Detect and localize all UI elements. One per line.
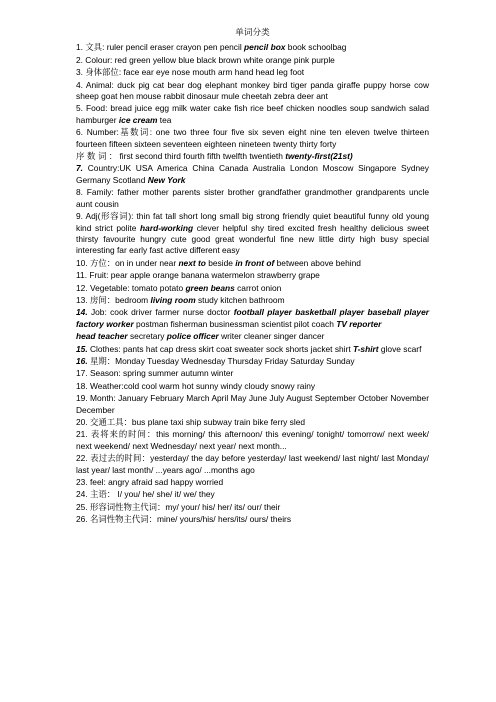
entry-item — [76, 477, 429, 488]
entry-item — [76, 307, 429, 330]
entry-text: 21. — [76, 429, 91, 440]
entry-text: 3. — [76, 67, 86, 78]
entry-item — [76, 393, 429, 416]
entry-text: 13. — [76, 294, 90, 305]
entry-text: 方位 — [89, 257, 107, 268]
entry-item — [76, 80, 429, 103]
entry-item — [76, 258, 429, 269]
entry-text: Clothes: pants hat cap dress skirt coat sweater sock shorts jacket shirt — [87, 343, 353, 354]
entry-text: ：my/ your/ his/ her/ its/ our/ their — [156, 501, 281, 512]
entry-text: glove scarf — [378, 343, 422, 354]
entry-text: ：bus plane taxi ship subway train bike ferry sled — [123, 417, 306, 427]
entry-text: living room — [150, 294, 196, 305]
entry-text: 7. — [76, 163, 83, 174]
entry-text: 16. — [76, 355, 88, 366]
entry-item — [76, 429, 429, 452]
entry-item — [76, 151, 429, 162]
entry-text: baseball player — [367, 307, 429, 318]
entry-item — [76, 283, 429, 294]
entry-text: ：this morning/ this afternoon/ this evening/ tonight/ tomorrow/ next week/ next weekend/ next Wednesday/ next year/ next month... — [76, 429, 429, 451]
entry-text: New York — [147, 174, 186, 185]
entry-item — [76, 502, 429, 513]
entry-item — [76, 187, 429, 210]
entry-text: 基数词 — [118, 127, 150, 138]
entry-text: football player — [233, 307, 292, 318]
entry-text: pencil box — [244, 42, 286, 53]
entry-text: : face ear eye nose mouth arm hand head leg foot — [118, 67, 305, 78]
entry-text: writer cleaner singer dancer — [218, 331, 325, 342]
entry-item — [76, 211, 429, 257]
entry-item — [76, 42, 429, 53]
entry-text: 8. Family: father mother parents sister brother grandfather grandmother grandparents uncle aunt cousin — [76, 187, 429, 209]
entry-item — [76, 127, 429, 150]
entry-text: : ruler pencil eraser crayon pen pencil — [102, 42, 245, 53]
entry-text: 表过去的时间 — [90, 453, 142, 464]
entry-text: 2. Colour: red green yellow blue black brown white orange pink purple — [76, 54, 335, 65]
entry-text: factory worker — [76, 318, 134, 329]
entry-text: 1. — [76, 42, 86, 53]
entry-text: 17. Season: spring summer autumn winter — [76, 368, 234, 379]
entry-text: 星期 — [89, 355, 107, 366]
entry-text: 形容词性物主代词 — [89, 501, 157, 512]
entry-text: 表将来的时间 — [90, 429, 147, 440]
entry-item — [76, 514, 429, 525]
entry-text: 22. — [76, 453, 91, 464]
entry-text: postman fisherman businessman scientist pilot coach — [133, 318, 337, 329]
entry-item — [76, 67, 429, 78]
entry-text: hard-working — [140, 222, 194, 233]
entry-text: study kitchen bathroom — [195, 294, 285, 305]
entry-item — [76, 55, 429, 66]
document-title: 单词分类 — [235, 28, 270, 38]
entry-text: ：on in under near — [106, 257, 179, 268]
entry-text: 12. Vegetable: tomato potato — [76, 282, 186, 293]
entry-item — [76, 163, 429, 186]
entry-text: T-shirt — [352, 343, 379, 354]
entry-text: 11. Fruit: pear apple orange banana watermelon strawberry grape — [76, 270, 320, 281]
entry-text: ice cream — [118, 114, 158, 125]
entry-item — [76, 453, 429, 476]
entry-item — [76, 344, 429, 355]
entry-text: TV reporter — [336, 318, 382, 329]
entry-text: Job: cook driver farmer nurse doctor — [87, 307, 234, 318]
entry-text: green beans — [185, 282, 235, 293]
entry-text: Country:UK USA America China Canada Australia London Moscow Singapore Sydney Germany Scotland — [76, 163, 429, 185]
entry-text: 名词性物主代词 — [89, 514, 149, 525]
entry-text: 15. — [76, 343, 88, 354]
entry-text: between above behind — [274, 257, 361, 268]
entry-text: 4. Animal: duck pig cat bear dog elephant monkey bird tiger panda giraffe puppy horse cow sheep goat hen mouse rabbit dinosaur mule cheetah zebra deer ant — [76, 79, 429, 102]
entry-item — [76, 103, 429, 126]
entry-text: 序 数 词 — [76, 151, 107, 162]
entry-text: ): thin fat tall short long small big strong friendly quiet beautiful funny old young kind strict polite — [76, 211, 430, 233]
entry-item — [76, 368, 429, 379]
entry-text: 文具 — [85, 42, 103, 53]
entry-item — [76, 356, 429, 367]
entry-list — [76, 42, 429, 525]
entry-text: 9. Adj( — [76, 211, 101, 222]
entry-text: clever helpful shy tired excited fresh healthy delicious sweet thirsty favourite hungry cute good great wonderful fine new little dirty high busy special interesting far early fast active different easy — [76, 222, 429, 256]
entry-text: carrot onion — [234, 282, 282, 293]
entry-text: ： I/ you/ he/ she/ it/ we/ they — [106, 489, 215, 500]
entry-text: twenty-first(21st) — [285, 151, 353, 162]
entry-text: ：yesterday/ the day before yesterday/ last weekend/ last night/ last Monday/ last year/ last month/ ...years ago/ ...months ago — [76, 453, 430, 475]
entry-text: beside — [205, 257, 236, 268]
entry-text: next to — [178, 257, 206, 268]
entry-text: 5. Food: bread juice egg milk water cake fish rice beef chicken noodles soup sandwich salad hamburger — [76, 103, 429, 125]
entry-text: 23. feel: angry afraid sad happy worried — [76, 477, 224, 488]
entry-text: 主语 — [89, 489, 107, 500]
entry-text: 24. — [76, 489, 90, 500]
entry-item — [76, 270, 429, 281]
entry-text: 20. — [76, 417, 90, 427]
entry-text: 14. — [76, 307, 88, 318]
entry-text: 18. Weather:cold cool warm hot sunny windy cloudy snowy rainy — [76, 380, 316, 391]
entry-text: book schoolbag — [285, 42, 347, 53]
entry-text: police officer — [166, 331, 219, 342]
entry-text: tea — [157, 114, 172, 125]
entry-text: 6. Number: — [76, 127, 119, 138]
entry-text: secretary — [127, 331, 167, 342]
entry-text: head teacher — [76, 331, 128, 342]
document-page — [76, 28, 429, 527]
entry-text: 19. Month: January February March April May June July August September October November December — [76, 393, 429, 415]
entry-item — [76, 489, 429, 500]
entry-text: ：mine/ yours/his/ hers/its/ ours/ theirs — [148, 514, 292, 525]
entry-text: in front of — [235, 257, 275, 268]
entry-text: 交通工具 — [89, 417, 124, 427]
entry-text: ：bedroom — [106, 294, 151, 305]
entry-text: basketball player — [295, 307, 365, 318]
entry-text: ： first second third fourth fifth twelfth twentieth — [106, 151, 286, 162]
entry-text: 25. — [76, 501, 90, 512]
entry-text: 形容词 — [100, 211, 129, 222]
entry-item — [76, 381, 429, 392]
entry-text: 26. — [76, 514, 90, 525]
entry-text: 身体部位 — [85, 67, 119, 78]
entry-item — [76, 417, 429, 428]
entry-text: 10. — [76, 257, 90, 268]
entry-text: ：Monday Tuesday Wednesday Thursday Friday Saturday Sunday — [106, 355, 355, 366]
entry-item — [76, 331, 429, 342]
entry-item — [76, 295, 429, 306]
entry-text: : one two three four five six seven eight nine ten eleven twelve thirteen fourteen fifteen sixteen seventeen eighteen nineteen twenty thirty forty — [76, 127, 429, 149]
entry-text: 房间 — [89, 294, 107, 305]
